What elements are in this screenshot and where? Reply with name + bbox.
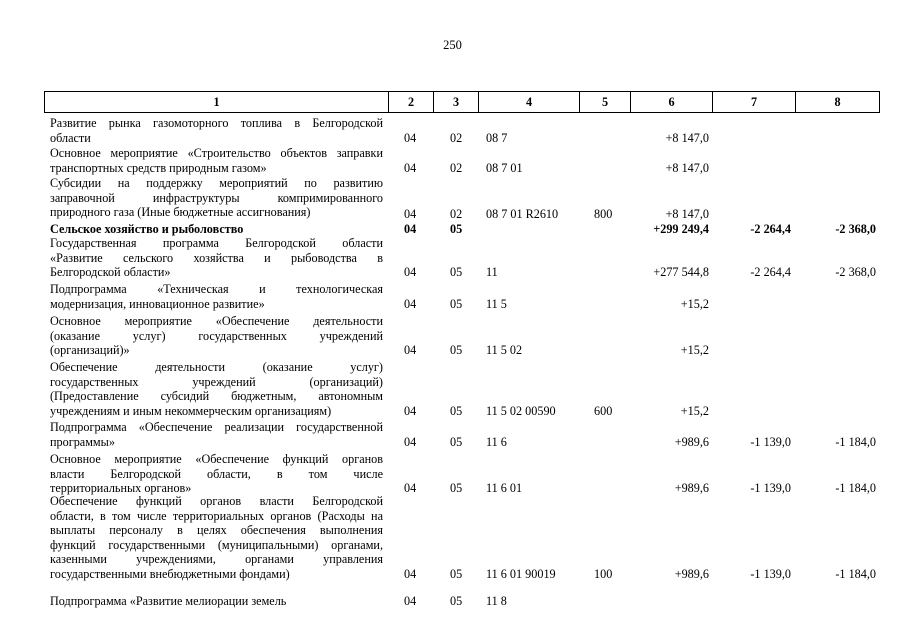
cell-c7: -1 139,0 (750, 434, 791, 449)
header-col-4: 4 (479, 92, 580, 113)
row-name-line: (организаций)» (50, 343, 130, 358)
cell-c4: 11 8 (486, 594, 507, 608)
cell-c7: -2 264,4 (750, 222, 791, 236)
cell-c6: +299 249,4 (653, 222, 709, 236)
row-name-line: Развитие рынка газомоторного топлива в Белгородской (50, 116, 383, 130)
cell-c8: -1 184,0 (835, 481, 876, 496)
cell-c8: -2 368,0 (835, 222, 876, 236)
cell-c6: +989,6 (674, 481, 709, 496)
row-name (50, 314, 383, 358)
row-name-line: Основное мероприятие «Обеспечение функций органов (50, 452, 383, 466)
header-col-3: 3 (434, 92, 479, 113)
row-name (50, 176, 383, 220)
cell-c3: 05 (450, 265, 463, 280)
row-name-line: заправочной инфраструктуры компримированного (50, 190, 383, 205)
cell-c3: 05 (450, 222, 463, 236)
row-name-line: транспортных средств природным газом» (50, 160, 267, 175)
cell-c2: 04 (404, 594, 417, 608)
cell-c2: 04 (404, 481, 417, 496)
cell-c3: 05 (450, 296, 463, 311)
row-name-line: учреждениям и иным некоммерческим организациям) (50, 403, 332, 418)
cell-c4: 08 7 01 R2610 (486, 207, 559, 222)
cell-c3: 05 (450, 403, 463, 418)
cell-c8: -1 184,0 (835, 567, 876, 581)
cell-c5: 600 (594, 403, 613, 418)
row-name (50, 282, 383, 311)
cell-c2: 04 (404, 567, 417, 581)
row-name-line: «Развитие сельского хозяйства и рыбоводства в (50, 250, 383, 265)
row-name-line: Белгородской области» (50, 265, 171, 280)
row-name-line: Обеспечение функций органов власти Белгородской (50, 494, 383, 508)
row-name (50, 222, 383, 237)
page-number: 250 (443, 38, 462, 52)
cell-c2: 04 (404, 343, 417, 358)
header-col-8: 8 (796, 92, 880, 113)
cell-c7: -2 264,4 (750, 265, 791, 280)
cell-c2: 04 (404, 265, 417, 280)
cell-c2: 04 (404, 222, 417, 236)
row-name-line: области, в том числе территориальных органов (Расходы на (50, 508, 383, 523)
row-name-line: Субсидии на поддержку мероприятий по развитию (50, 176, 383, 190)
row-name (50, 360, 383, 418)
cell-c6: +15,2 (680, 343, 709, 358)
cell-c6: +277 544,8 (653, 265, 709, 280)
row-name-line: Государственная программа Белгородской области (50, 236, 383, 250)
cell-c3: 02 (450, 207, 463, 222)
row-name-line: казенными учреждениями, органами управления (50, 552, 383, 567)
row-name (50, 116, 383, 145)
cell-c4: 08 7 (486, 130, 508, 145)
row-name-line: власти Белгородской области, в том числе (50, 466, 383, 481)
cell-c4: 11 6 01 90019 (486, 567, 556, 581)
row-name-line: Основное мероприятие «Обеспечение деятельности (50, 314, 383, 328)
cell-c6: +989,6 (674, 434, 709, 449)
cell-c4: 11 6 01 (486, 481, 523, 496)
cell-c3: 05 (450, 481, 463, 496)
cell-c7: -1 139,0 (750, 567, 791, 581)
row-name-line: Обеспечение деятельности (оказание услуг) (50, 360, 383, 374)
row-name-line: Подпрограмма «Развитие мелиорации земель (50, 594, 287, 608)
cell-c4: 11 (486, 265, 498, 280)
cell-c4: 11 5 02 00590 (486, 403, 556, 418)
cell-c6: +8 147,0 (665, 207, 709, 222)
cell-c3: 05 (450, 567, 463, 581)
row-name (50, 146, 383, 175)
row-name-line: Подпрограмма «Обеспечение реализации государственной (50, 420, 383, 434)
cell-c6: +989,6 (674, 567, 709, 581)
row-name-line: территориальных органов» (50, 481, 192, 496)
row-name-line: природного газа (Иные бюджетные ассигнования) (50, 205, 311, 220)
cell-c7: -1 139,0 (750, 481, 791, 496)
row-name (50, 494, 383, 582)
cell-c4: 11 5 (486, 296, 507, 311)
cell-c4: 11 6 (486, 434, 507, 449)
cell-c6: +15,2 (680, 296, 709, 311)
cell-c3: 05 (450, 343, 463, 358)
cell-c3: 05 (450, 594, 463, 608)
row-name-line: модернизация, инновационное развитие» (50, 296, 265, 311)
cell-c2: 04 (404, 207, 417, 222)
cell-c5: 100 (594, 567, 613, 581)
cell-c5: 800 (594, 207, 613, 222)
cell-c6: +8 147,0 (665, 160, 709, 175)
row-name-line: государственных учреждений (организаций) (50, 374, 383, 389)
row-name-line: области (50, 130, 91, 145)
cell-c4: 08 7 01 (486, 160, 523, 175)
header-col-5: 5 (580, 92, 631, 113)
cell-c2: 04 (404, 296, 417, 311)
row-name-line: функций государственными (муниципальными) органами, (50, 537, 383, 552)
row-name (50, 594, 383, 609)
row-name-line: Подпрограмма «Техническая и технологическая (50, 282, 383, 296)
cell-c6: +15,2 (680, 403, 709, 418)
header-col-1: 1 (45, 92, 389, 113)
cell-c8: -2 368,0 (835, 265, 876, 280)
cell-c3: 02 (450, 130, 463, 145)
row-name-line: программы» (50, 434, 115, 449)
row-name-line: (оказание услуг) государственных учреждений (50, 328, 383, 343)
row-name (50, 452, 383, 496)
row-name (50, 420, 383, 449)
row-name-line: Основное мероприятие «Строительство объектов заправки (50, 146, 383, 160)
cell-c2: 04 (404, 160, 417, 175)
row-name-line: выплаты персоналу в целях обеспечения выполнения (50, 523, 383, 538)
cell-c4: 11 5 02 (486, 343, 523, 358)
cell-c2: 04 (404, 403, 417, 418)
header-col-6: 6 (631, 92, 713, 113)
cell-c6: +8 147,0 (665, 130, 709, 145)
cell-c8: -1 184,0 (835, 434, 876, 449)
header-col-7: 7 (713, 92, 796, 113)
cell-c2: 04 (404, 130, 417, 145)
cell-c3: 02 (450, 160, 463, 175)
row-name-line: государственными внебюджетными фондами) (50, 566, 290, 581)
cell-c2: 04 (404, 434, 417, 449)
row-name-line: Сельское хозяйство и рыболовство (50, 222, 244, 236)
header-col-2: 2 (389, 92, 434, 113)
row-name-line: (Предоставление субсидий бюджетным, автономным (50, 389, 383, 404)
cell-c3: 05 (450, 434, 463, 449)
row-name (50, 236, 383, 280)
